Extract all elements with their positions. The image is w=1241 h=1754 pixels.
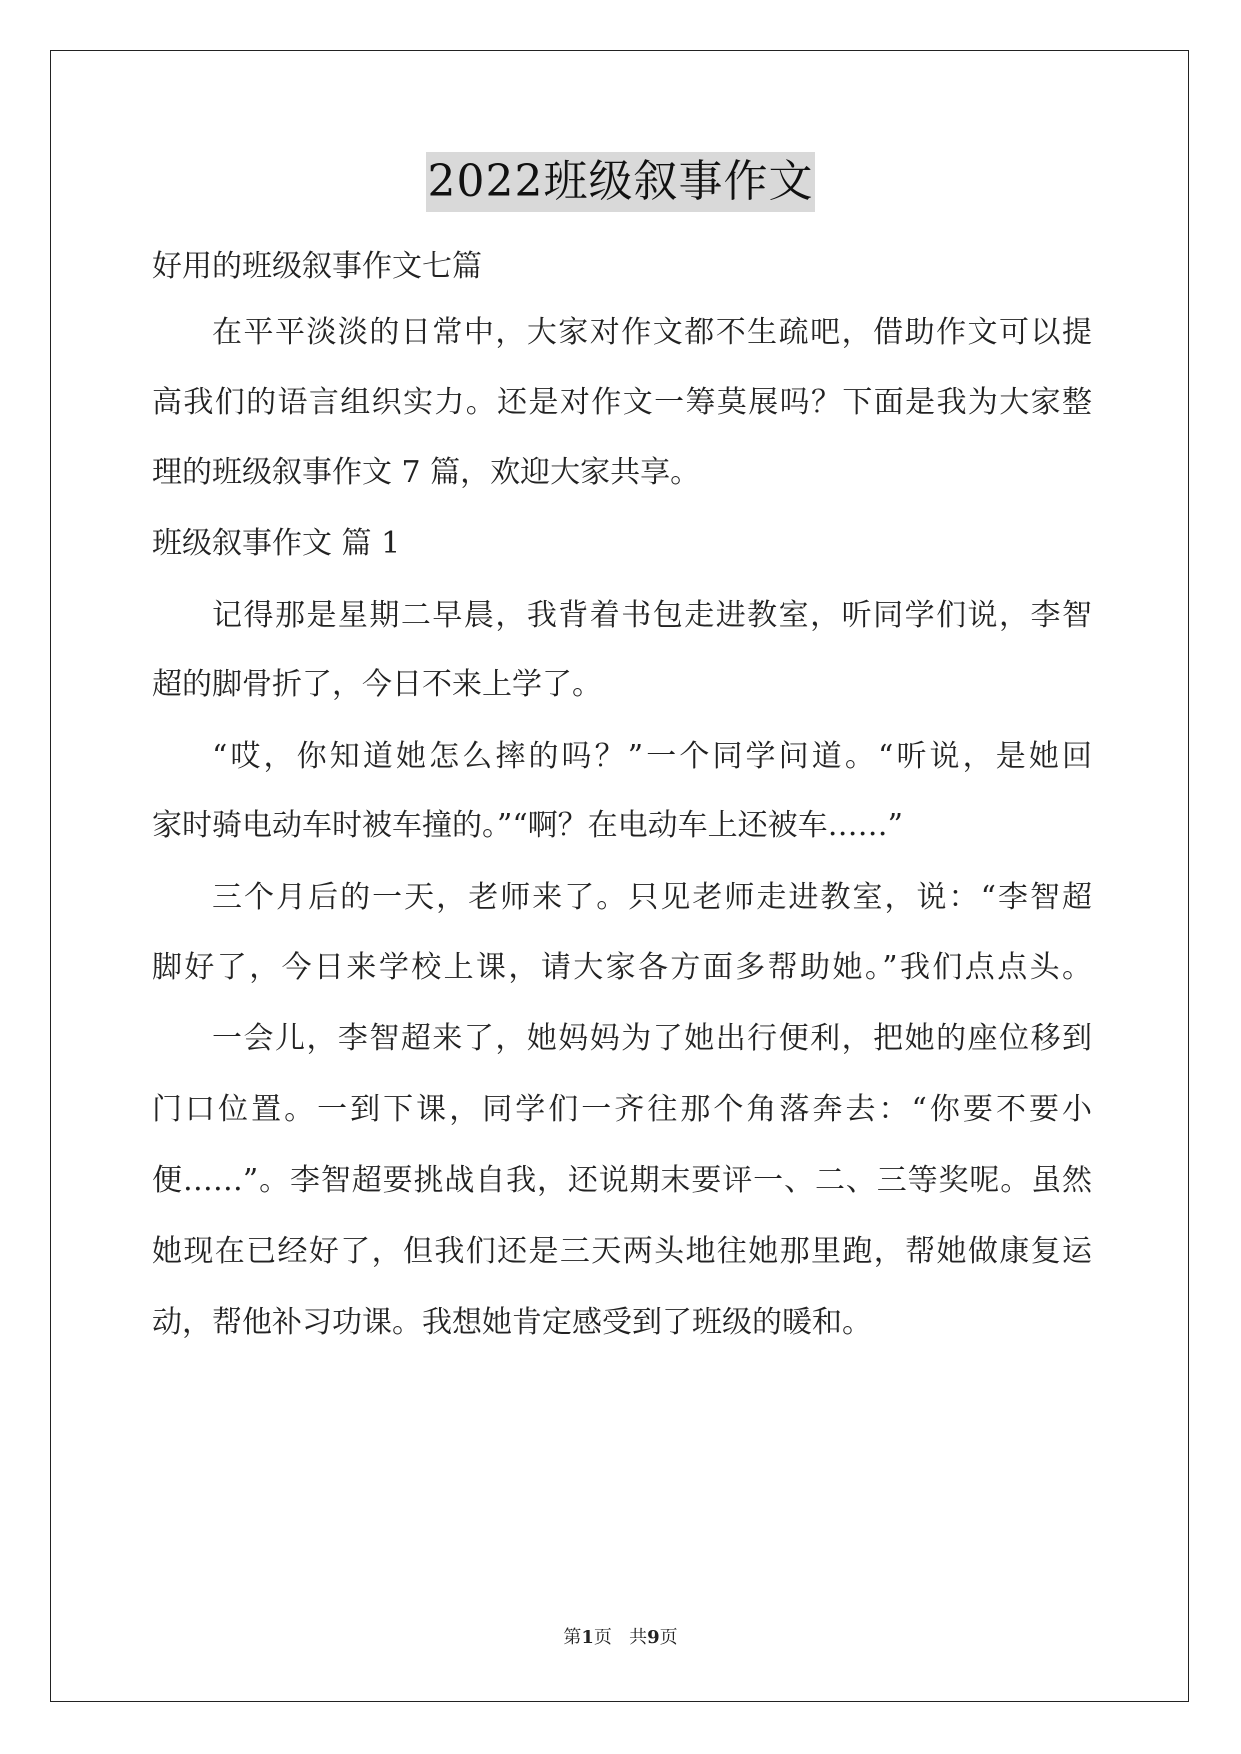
text-line: 超的脚骨折了，今日不来上学了。	[152, 667, 602, 702]
footer-suffix: 页	[659, 1627, 678, 1648]
text-line: 脚好了，今日来学校上课，请大家各方面多帮助她。”我们点点头。	[152, 950, 1092, 985]
page-footer	[0, 1626, 1241, 1650]
footer-prefix: 第	[563, 1627, 582, 1648]
text-line: 动，帮他补习功课。我想她肯定感受到了班级的暖和。	[152, 1305, 872, 1340]
text-line: 门口位置。一到下课，同学们一齐往那个角落奔去：“你要不要小	[152, 1092, 1092, 1127]
text-line: 她现在已经好了，但我们还是三天两头地往她那里跑，帮她做康复运	[152, 1234, 1092, 1269]
document-title: 2022班级叙事作文	[426, 152, 816, 212]
text-line: 三个月后的一天，老师来了。只见老师走进教室，说：“李智超	[212, 880, 1092, 915]
text-line: 在平平淡淡的日常中，大家对作文都不生疏吧，借助作文可以提	[212, 315, 1092, 350]
text-line: 好用的班级叙事作文七篇	[152, 249, 482, 284]
text-line: 理的班级叙事作文 7 篇，欢迎大家共享。	[152, 455, 701, 490]
footer-page-number: 1	[581, 1627, 594, 1648]
text-line: 记得那是星期二早晨，我背着书包走进教室，听同学们说，李智	[212, 598, 1092, 633]
text-line: “哎，你知道她怎么摔的吗？”一个同学问道。“听说，是她回	[212, 739, 1092, 774]
text-line: 一会儿，李智超来了，她妈妈为了她出行便利，把她的座位移到	[212, 1021, 1092, 1056]
footer-middle: 页 共	[593, 1627, 648, 1648]
text-line: 班级叙事作文 篇 1	[152, 526, 401, 561]
page-border	[50, 50, 1189, 1702]
text-line: 家时骑电动车时被车撞的。”“啊？在电动车上还被车……”	[152, 808, 904, 843]
text-line: 便……”。李智超要挑战自我，还说期末要评一、二、三等奖呢。虽然	[152, 1163, 1092, 1198]
title-wrap	[0, 152, 1241, 212]
text-line: 高我们的语言组织实力。还是对作文一筹莫展吗？下面是我为大家整	[152, 385, 1092, 420]
footer-total-pages: 9	[647, 1627, 660, 1648]
